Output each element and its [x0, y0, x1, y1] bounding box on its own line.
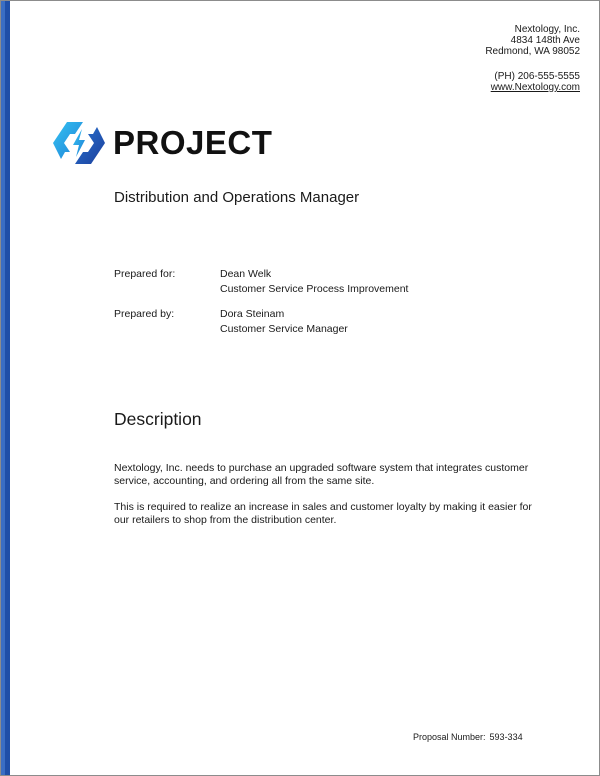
accent-side-bar — [1, 1, 10, 775]
prepared-for-role: Customer Service Process Improvement — [220, 283, 409, 295]
company-address-block — [485, 24, 580, 93]
proposal-number-label: Proposal Number: — [413, 732, 486, 742]
prepared-by-role: Customer Service Manager — [220, 323, 348, 335]
company-phone: (PH) 206-555-5555 — [494, 71, 580, 82]
company-website-link[interactable]: www.Nextology.com — [490, 82, 580, 93]
proposal-number-value: 593-334 — [489, 732, 523, 742]
proposal-number — [413, 732, 523, 742]
prepared-by-label: Prepared by: — [114, 308, 175, 320]
description-paragraph: Nextology, Inc. needs to purchase an upgraded software system that integrates customer service, accounting, and ordering all from the same site. — [114, 462, 529, 487]
project-logo-icon — [53, 121, 105, 165]
prepared-for-label: Prepared for: — [114, 268, 176, 280]
logo-wordmark: PROJECT — [113, 124, 273, 161]
prepared-for-name: Dean Welk — [220, 268, 272, 280]
company-city: Redmond, WA 98052 — [485, 46, 580, 57]
description-heading: Description — [114, 409, 202, 429]
document-title: Distribution and Operations Manager — [114, 189, 360, 206]
company-name: Nextology, Inc. — [514, 24, 580, 35]
company-street: 4834 148th Ave — [510, 35, 580, 46]
description-paragraph: This is required to realize an increase in sales and customer loyalty by making it easier for our retailers to shop from the distribution center. — [114, 501, 532, 526]
prepared-by-name: Dora Steinam — [220, 308, 285, 320]
